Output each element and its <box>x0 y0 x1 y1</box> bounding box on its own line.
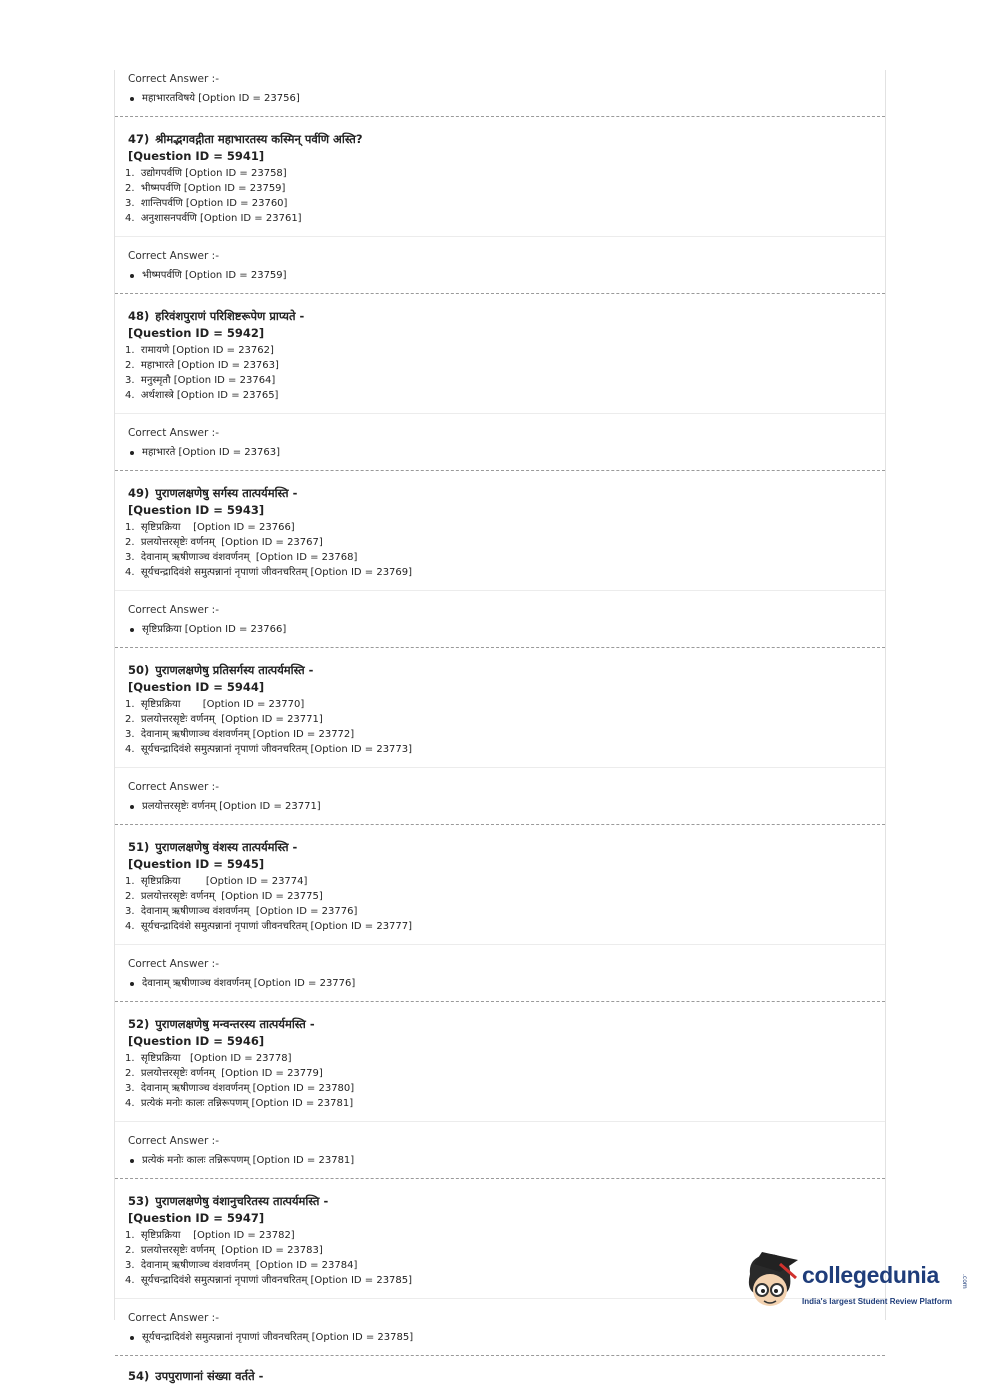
logo-name: collegedunia <box>802 1262 939 1288</box>
option-item: 3. देवानाम् ऋषीणाञ्च वंशवर्णनम् [Option ID = 23772] <box>125 729 355 740</box>
question-title <box>128 308 871 324</box>
logo-tagline: India's largest Student Review Platform <box>802 1297 952 1306</box>
option-list <box>125 343 871 403</box>
option-item: 1. सृष्टिप्रक्रिया [Option ID = 23770] <box>125 699 305 710</box>
correct-answer <box>128 1331 871 1345</box>
correct-answer-label: Correct Answer :- <box>128 1135 219 1147</box>
question-id: [Question ID = 5942] <box>128 326 265 340</box>
question-number: 50) <box>128 663 150 677</box>
option-item: 2. प्रलयोत्तरसृष्टेः वर्णनम् [Option ID = 23783] <box>125 1245 323 1256</box>
answer-block <box>115 776 885 818</box>
question-title <box>128 1368 871 1384</box>
bullet-icon <box>130 274 134 278</box>
correct-answer-label: Correct Answer :- <box>128 958 219 970</box>
question-text: पुराणलक्षणेषु वंशानुचरितस्य तात्पर्यमस्ति - <box>155 1194 329 1208</box>
question-block <box>115 648 885 757</box>
correct-answer <box>128 623 871 637</box>
correct-answer-text: देवानाम् ऋषीणाञ्च वंशवर्णनम् [Option ID = 23776] <box>142 978 356 989</box>
question-number: 47) <box>128 132 150 146</box>
option-item: 3. मनुस्मृतौ [Option ID = 23764] <box>125 375 276 386</box>
correct-answer <box>128 1154 871 1168</box>
answer-block <box>115 70 885 110</box>
correct-answer-text: सूर्यचन्द्रादिवंशे समुत्पन्नानां नृपाणां जीवनचरितम् [Option ID = 23785] <box>142 1332 414 1343</box>
option-item: 4. अर्थशास्त्रे [Option ID = 23765] <box>125 390 279 401</box>
question-id: [Question ID = 5946] <box>128 1034 265 1048</box>
divider <box>115 944 885 945</box>
question-list <box>115 117 885 1356</box>
bullet-icon <box>130 97 134 101</box>
question-title <box>128 131 871 147</box>
option-item: 3. देवानाम् ऋषीणाञ्च वंशवर्णनम् [Option ID = 23784] <box>125 1260 358 1271</box>
bullet-icon <box>130 982 134 986</box>
question-number: 49) <box>128 486 150 500</box>
correct-answer-label: Correct Answer :- <box>128 781 219 793</box>
option-item: 2. भीष्मपर्वणि [Option ID = 23759] <box>125 183 286 194</box>
question-block <box>115 825 885 934</box>
option-item: 4. सूर्यचन्द्रादिवंशे समुत्पन्नानां नृपाणां जीवनचरितम् [Option ID = 23785] <box>125 1275 413 1286</box>
mascot-icon <box>740 1250 800 1312</box>
question-title <box>128 662 871 678</box>
correct-answer <box>128 800 871 814</box>
option-item: 3. देवानाम् ऋषीणाञ्च वंशवर्णनम् [Option ID = 23768] <box>125 552 358 563</box>
option-item: 2. प्रलयोत्तरसृष्टेः वर्णनम् [Option ID = 23779] <box>125 1068 323 1079</box>
bullet-icon <box>130 1336 134 1340</box>
question-block <box>115 1002 885 1111</box>
option-item: 2. प्रलयोत्तरसृष्टेः वर्णनम् [Option ID = 23767] <box>125 537 323 548</box>
option-item: 1. सृष्टिप्रक्रिया [Option ID = 23766] <box>125 522 295 533</box>
bullet-icon <box>130 805 134 809</box>
question-title <box>128 1193 871 1209</box>
question-number: 52) <box>128 1017 150 1031</box>
divider <box>115 236 885 237</box>
question-title <box>128 485 871 501</box>
option-item: 1. सृष्टिप्रक्रिया [Option ID = 23782] <box>125 1230 295 1241</box>
question-number: 54) <box>128 1369 150 1383</box>
option-item: 3. शान्तिपर्वणि [Option ID = 23760] <box>125 198 288 209</box>
correct-answer-label: Correct Answer :- <box>128 427 219 439</box>
correct-answer-text: महाभारते [Option ID = 23763] <box>142 447 281 458</box>
option-list <box>125 166 871 226</box>
option-item: 4. प्रत्येकं मनोः कालः तन्निरूपणम् [Option ID = 23781] <box>125 1098 354 1109</box>
correct-answer-label: Correct Answer :- <box>128 73 219 85</box>
question-number: 48) <box>128 309 150 323</box>
answer-block <box>115 953 885 995</box>
option-list <box>125 1051 871 1111</box>
correct-answer <box>128 269 871 283</box>
question-text: पुराणलक्षणेषु वंशस्य तात्पर्यमस्ति - <box>155 840 298 854</box>
question-id: [Question ID = 5944] <box>128 680 265 694</box>
correct-answer-text: महाभारतविषये [Option ID = 23756] <box>142 93 300 104</box>
question-text: पुराणलक्षणेषु प्रतिसर्गस्य तात्पर्यमस्ति - <box>155 663 314 677</box>
question-text: श्रीमद्भगवद्गीता महाभारतस्य कस्मिन् पर्वणि अस्ति? <box>155 132 363 146</box>
option-item: 4. सूर्यचन्द्रादिवंशे समुत्पन्नानां नृपाणां जीवनचरितम् [Option ID = 23777] <box>125 921 413 932</box>
question-text: उपपुराणानां संख्या वर्तते - <box>155 1369 264 1383</box>
option-list <box>125 697 871 757</box>
question-block <box>115 117 885 226</box>
correct-answer-text: भीष्मपर्वणि [Option ID = 23759] <box>142 270 287 281</box>
question-number: 51) <box>128 840 150 854</box>
correct-answer <box>128 977 871 991</box>
question-paper-page <box>114 70 886 1383</box>
question-id: [Question ID = 5941] <box>128 149 265 163</box>
divider <box>115 590 885 591</box>
option-item: 2. प्रलयोत्तरसृष्टेः वर्णनम् [Option ID = 23775] <box>125 891 323 902</box>
correct-answer-label: Correct Answer :- <box>128 1312 219 1324</box>
correct-answer-label: Correct Answer :- <box>128 604 219 616</box>
correct-answer <box>128 92 871 106</box>
question-block <box>115 471 885 580</box>
divider <box>115 767 885 768</box>
question-text: पुराणलक्षणेषु मन्वन्तरस्य तात्पर्यमस्ति - <box>155 1017 315 1031</box>
logo-suffix: .com <box>961 1274 968 1289</box>
option-item: 4. सूर्यचन्द्रादिवंशे समुत्पन्नानां नृपाणां जीवनचरितम् [Option ID = 23773] <box>125 744 413 755</box>
question-block <box>115 1356 885 1384</box>
question-number: 53) <box>128 1194 150 1208</box>
divider <box>115 1121 885 1122</box>
option-item: 1. उद्योगपर्वणि [Option ID = 23758] <box>125 168 287 179</box>
option-item: 1. सृष्टिप्रक्रिया [Option ID = 23778] <box>125 1053 292 1064</box>
option-list <box>125 874 871 934</box>
question-title <box>128 839 871 855</box>
answer-block <box>115 599 885 641</box>
option-item: 4. सूर्यचन्द्रादिवंशे समुत्पन्नानां नृपाणां जीवनचरितम् [Option ID = 23769] <box>125 567 413 578</box>
answer-block <box>115 1130 885 1172</box>
correct-answer-text: सृष्टिप्रक्रिया [Option ID = 23766] <box>142 624 287 635</box>
bullet-icon <box>130 628 134 632</box>
collegedunia-logo <box>740 1250 970 1320</box>
option-item: 1. सृष्टिप्रक्रिया [Option ID = 23774] <box>125 876 308 887</box>
option-item: 3. देवानाम् ऋषीणाञ्च वंशवर्णनम् [Option ID = 23776] <box>125 906 358 917</box>
correct-answer <box>128 446 871 460</box>
correct-answer-label: Correct Answer :- <box>128 250 219 262</box>
divider <box>115 413 885 414</box>
question-block <box>115 294 885 403</box>
question-id: [Question ID = 5945] <box>128 857 265 871</box>
option-item: 4. अनुशासनपर्वणि [Option ID = 23761] <box>125 213 302 224</box>
correct-answer-text: प्रत्येकं मनोः कालः तन्निरूपणम् [Option ID = 23781] <box>142 1155 355 1166</box>
correct-answer-text: प्रलयोत्तरसृष्टेः वर्णनम् [Option ID = 23771] <box>142 801 321 812</box>
question-text: पुराणलक्षणेषु सर्गस्य तात्पर्यमस्ति - <box>155 486 298 500</box>
option-item: 2. महाभारते [Option ID = 23763] <box>125 360 279 371</box>
answer-block <box>115 245 885 287</box>
answer-block <box>115 422 885 464</box>
question-title <box>128 1016 871 1032</box>
option-item: 1. रामायणे [Option ID = 23762] <box>125 345 274 356</box>
option-item: 2. प्रलयोत्तरसृष्टेः वर्णनम् [Option ID = 23771] <box>125 714 323 725</box>
bullet-icon <box>130 451 134 455</box>
option-list <box>125 520 871 580</box>
question-text: हरिवंशपुराणं परिशिष्टरूपेण प्राप्यते - <box>155 309 305 323</box>
option-item: 3. देवानाम् ऋषीणाञ्च वंशवर्णनम् [Option ID = 23780] <box>125 1083 355 1094</box>
question-id: [Question ID = 5947] <box>128 1211 265 1225</box>
bullet-icon <box>130 1159 134 1163</box>
question-id: [Question ID = 5943] <box>128 503 265 517</box>
